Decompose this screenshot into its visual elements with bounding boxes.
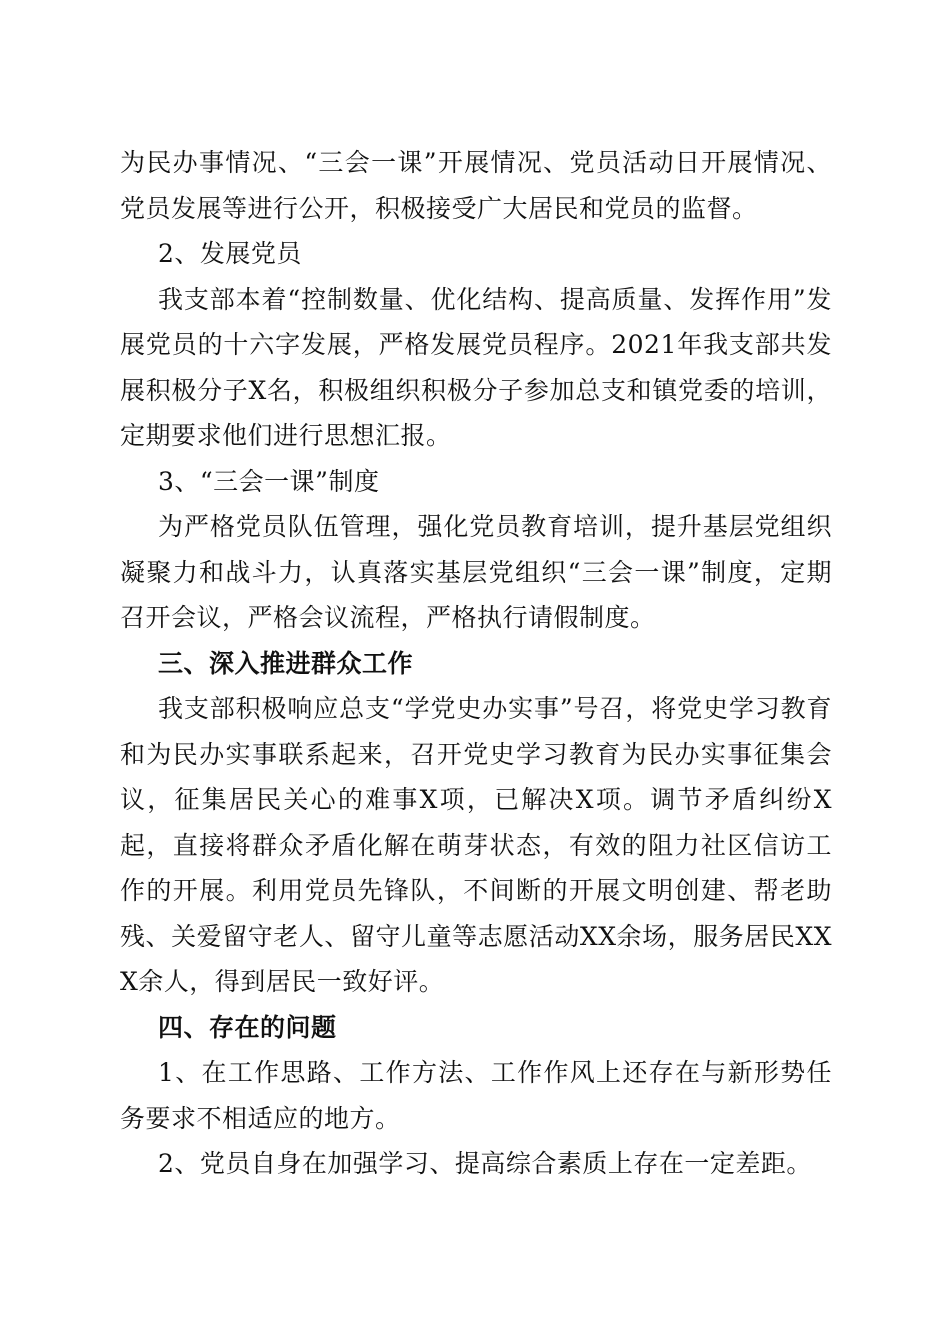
- paragraph-problem-2: 2、党员自身在加强学习、提高综合素质上存在一定差距。: [158, 1149, 812, 1178]
- paragraph-problem-1: 1、在工作思路、工作方法、工作作风上还存在与新形势任务要求不相适应的地方。: [120, 1058, 832, 1133]
- paragraph-develop-members: 我支部本着“控制数量、优化结构、提高质量、发挥作用”发展党员的十六字发展，严格发展党员程序。2021年我支部共发展积极分子X名，积极组织积极分子参加总支和镇党委的培训，定期要求他们进行思想汇报。: [120, 284, 832, 450]
- paragraph-section-three: 我支部积极响应总支“学党史办实事”号召，将党史学习教育和为民办实事联系起来，召开党史学习教育为民办实事征集会议，征集居民关心的难事X项，已解决X项。调节矛盾纠纷X起，直接将群众矛盾化解在萌芽状态，有效的阻力社区信访工作的开展。利用党员先锋队，不间断的开展文明创建、帮老助残、关爱留守老人、留守儿童等志愿活动XX余场，服务居民XXX余人，得到居民一致好评。: [120, 694, 832, 996]
- paragraph-three-meetings: 为严格党员队伍管理，强化党员教育培训，提升基层党组织凝聚力和战斗力，认真落实基层党组织“三会一课”制度，定期召开会议，严格会议流程，严格执行请假制度。: [120, 512, 832, 632]
- paragraph-continuation: 为民办事情况、“三会一课”开展情况、党员活动日开展情况、党员发展等进行公开，积极接受广大居民和党员的监督。: [120, 148, 832, 223]
- subheading-develop-members: 2、发展党员: [158, 239, 302, 268]
- heading-section-three: 三、深入推进群众工作: [158, 648, 414, 678]
- document-body: [120, 140, 832, 1187]
- subheading-three-meetings: 3、“三会一课”制度: [158, 466, 380, 496]
- heading-section-four: 四、存在的问题: [158, 1012, 337, 1042]
